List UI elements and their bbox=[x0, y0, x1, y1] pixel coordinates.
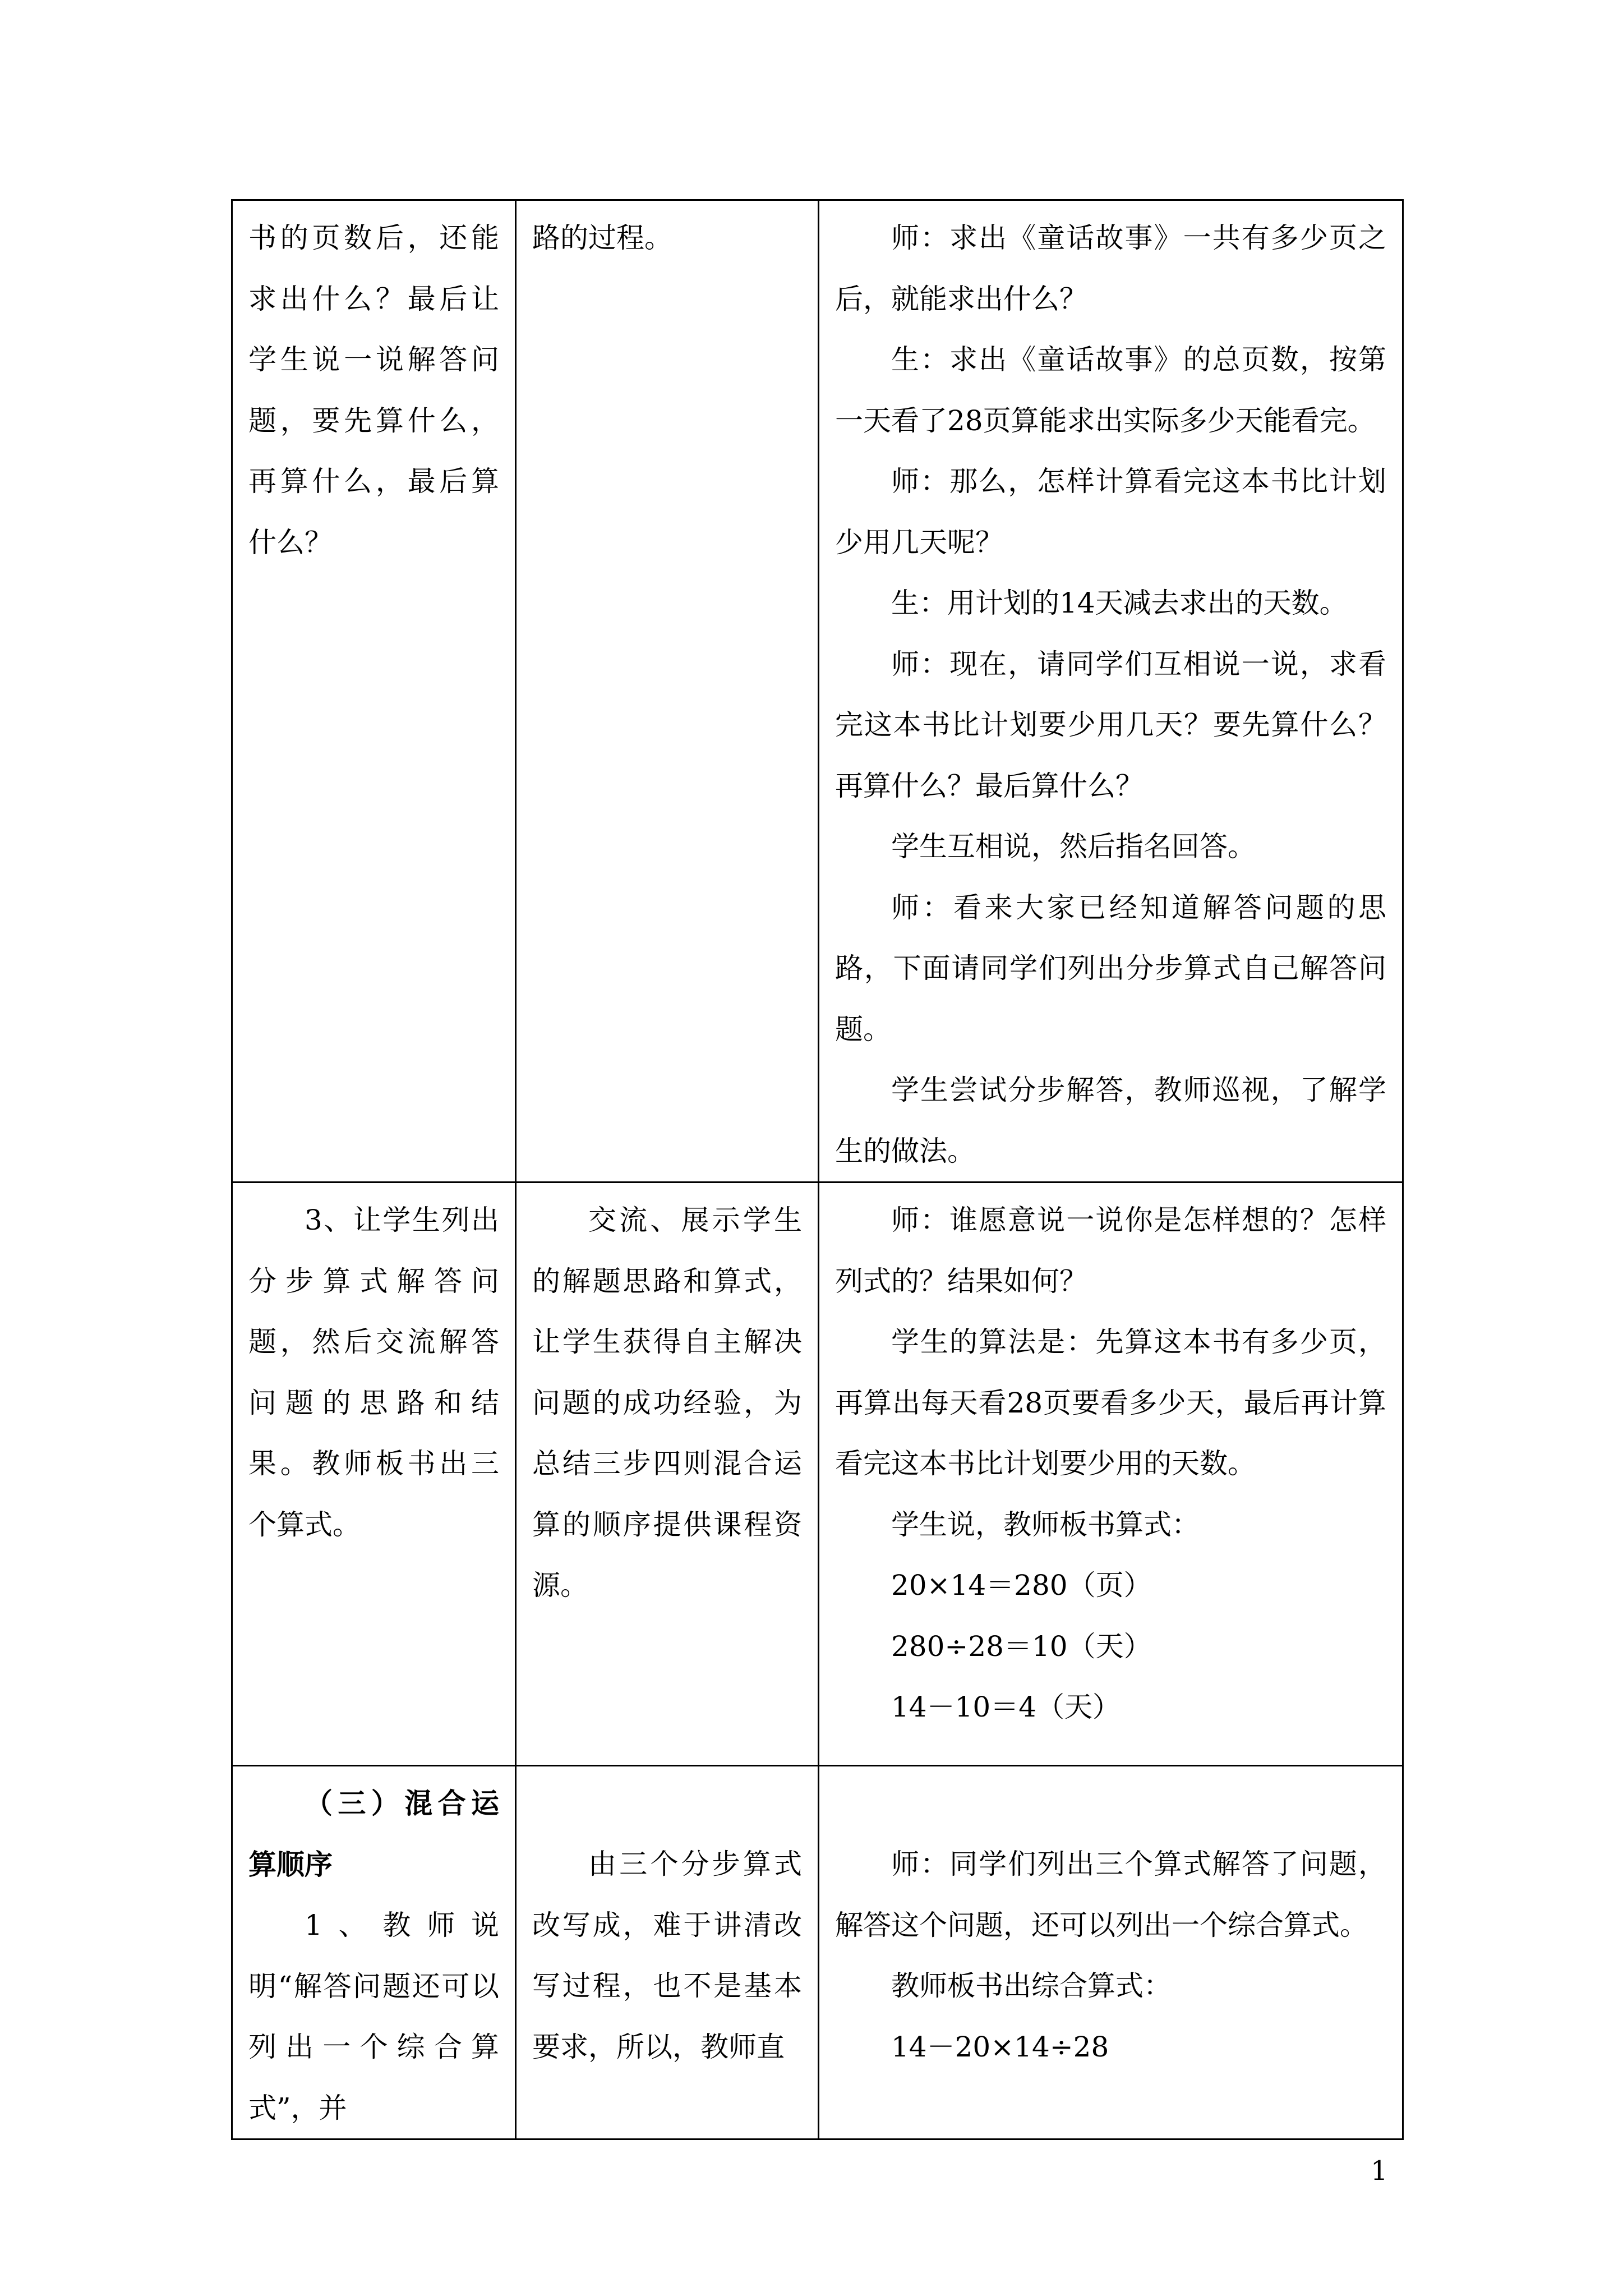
design-intent-cell bbox=[516, 1766, 819, 2139]
dialogue-line: 学生说，教师板书算式： bbox=[891, 1508, 1200, 1541]
dialogue-line: 教师板书出综合算式： bbox=[891, 1970, 1172, 2002]
dialogue-line: 学生的算法是：先算这本书有多少页，再算出每天看28页要看多少天，最后再计算看完这本书比计划要少用的天数。 bbox=[835, 1326, 1386, 1480]
equation-line: 14－20×14÷28 bbox=[891, 2030, 1109, 2063]
equation-line: 20×14＝280（页） bbox=[891, 1569, 1152, 1602]
dialogue-line: 师：同学们列出三个算式解答了问题，解答这个问题，还可以列出一个综合算式。 bbox=[835, 1848, 1386, 1941]
cell-text: 由三个分步算式改写成，难于讲清改写过程，也不是基本要求，所以，教师直 bbox=[532, 1848, 802, 2063]
classroom-dialogue-cell bbox=[819, 200, 1403, 1182]
cell-text: 交流、展示学生的解题思路和算式，让学生获得自主解决问题的成功经验，为总结三步四则混合运算的顺序提供课程资源。 bbox=[532, 1204, 802, 1602]
dialogue-line: 师：谁愿意说一说你是怎样想的？怎样列式的？结果如何？ bbox=[835, 1204, 1386, 1297]
table-row bbox=[232, 1766, 1403, 2139]
page-number: 1 bbox=[1371, 2155, 1388, 2187]
cell-text: 1、教师说明“解答问题还可以列出一个综合算式”，并 bbox=[248, 1909, 499, 2124]
table-row bbox=[232, 200, 1403, 1182]
teaching-step-cell bbox=[232, 200, 516, 1182]
teaching-step-cell bbox=[232, 1766, 516, 2139]
dialogue-line: 师：求出《童话故事》一共有多少页之后，就能求出什么？ bbox=[835, 222, 1386, 315]
section-heading: （三）混合运算顺序 bbox=[248, 1787, 499, 1881]
dialogue-line: 生：用计划的14天减去求出的天数。 bbox=[891, 587, 1348, 619]
table-row bbox=[232, 1182, 1403, 1766]
dialogue-line: 学生尝试分步解答，教师巡视，了解学生的做法。 bbox=[835, 1074, 1386, 1167]
dialogue-line: 师：看来大家已经知道解答问题的思路，下面请同学们列出分步算式自己解答问题。 bbox=[835, 891, 1386, 1046]
teaching-step-cell bbox=[232, 1182, 516, 1766]
classroom-dialogue-cell bbox=[819, 1182, 1403, 1766]
cell-text: 3、让学生列出分步算式解答问题，然后交流解答问题的思路和结果。教师板书出三个算式。 bbox=[248, 1204, 499, 1541]
cell-text: 书的页数后，还能求出什么？最后让学生说一说解答问题，要先算什么，再算什么，最后算什么？ bbox=[248, 222, 499, 559]
dialogue-line: 生：求出《童话故事》的总页数，按第一天看了28页算能求出实际多少天能看完。 bbox=[835, 343, 1386, 437]
design-intent-cell bbox=[516, 200, 819, 1182]
design-intent-cell bbox=[516, 1182, 819, 1766]
classroom-dialogue-cell bbox=[819, 1766, 1403, 2139]
cell-text: 路的过程。 bbox=[532, 222, 672, 254]
dialogue-line: 师：那么，怎样计算看完这本书比计划少用几天呢？ bbox=[835, 465, 1386, 559]
equation-line: 14－10＝4（天） bbox=[891, 1691, 1121, 1723]
dialogue-line: 学生互相说，然后指名回答。 bbox=[891, 830, 1256, 863]
lesson-plan-table bbox=[231, 199, 1404, 2140]
dialogue-line: 师：现在，请同学们互相说一说，求看完这本书比计划要少用几天？要先算什么？再算什么？最后算什么？ bbox=[835, 647, 1386, 802]
equation-line: 280÷28＝10（天） bbox=[891, 1630, 1152, 1663]
